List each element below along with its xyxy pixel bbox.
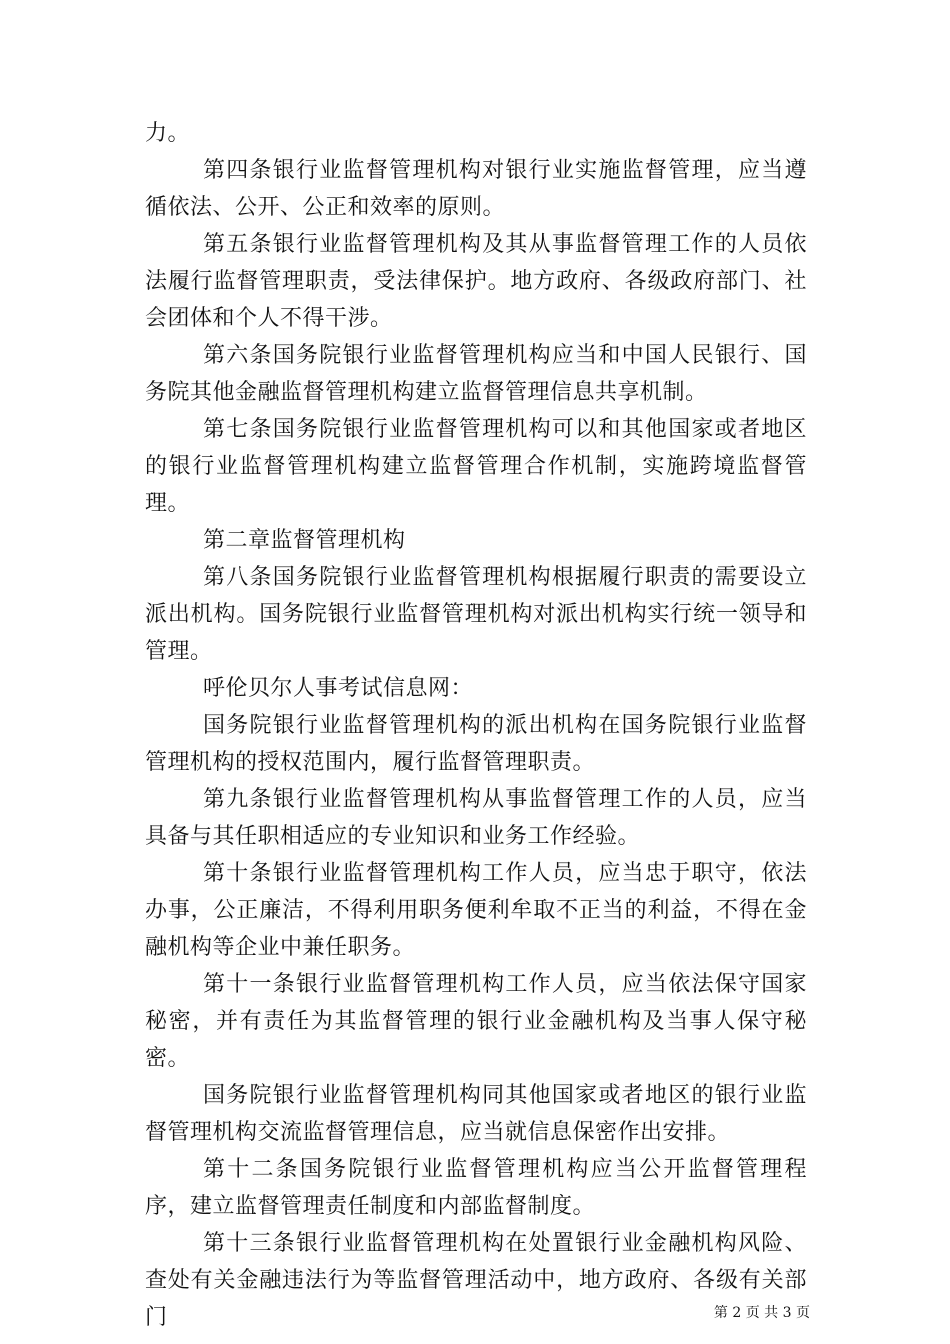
paragraph-article-5: 第五条银行业监督管理机构及其从事监督管理工作的人员依法履行监督管理职责，受法律保护。地方政府、各级政府部门、社会团体和个人不得干涉。: [145, 232, 807, 331]
paragraph-info-exchange: 国务院银行业监督管理机构同其他国家或者地区的银行业监督管理机构交流监督管理信息，应当就信息保密作出安排。: [145, 1083, 807, 1145]
paragraph-article-12: 第十二条国务院银行业监督管理机构应当公开监督管理程序，建立监督管理责任制度和内部监督制度。: [145, 1157, 807, 1219]
paragraph-article-10: 第十条银行业监督管理机构工作人员，应当忠于职守，依法办事，公正廉洁，不得利用职务便利牟取不正当的利益，不得在金融机构等企业中兼任职务。: [145, 861, 807, 960]
page-number: 第 2 页 共 3 页: [713, 1305, 810, 1321]
paragraph-article-13: 第十三条银行业监督管理机构在处置银行业金融机构风险、查处有关金融违法行为等监督管理活动中，地方政府、各级有关部门: [145, 1231, 807, 1330]
paragraph-article-8: 第八条国务院银行业监督管理机构根据履行职责的需要设立派出机构。国务院银行业监督管理机构对派出机构实行统一领导和管理。: [145, 565, 807, 664]
paragraph-article-6: 第六条国务院银行业监督管理机构应当和中国人民银行、国务院其他金融监督管理机构建立监督管理信息共享机制。: [145, 343, 807, 405]
paragraph-dispatched-agency: 国务院银行业监督管理机构的派出机构在国务院银行业监督管理机构的授权范围内，履行监督管理职责。: [145, 713, 807, 775]
chapter-heading: 第二章监督管理机构: [203, 528, 406, 553]
paragraph-article-9: 第九条银行业监督管理机构从事监督管理工作的人员，应当具备与其任职相适应的专业知识和业务工作经验。: [145, 787, 807, 849]
paragraph-continuation: 力。: [145, 121, 191, 146]
document-body: [145, 115, 807, 1336]
paragraph-article-11: 第十一条银行业监督管理机构工作人员，应当依法保守国家秘密，并有责任为其监督管理的银行业金融机构及当事人保守秘密。: [145, 972, 807, 1071]
paragraph-article-4: 第四条银行业监督管理机构对银行业实施监督管理，应当遵循依法、公开、公正和效率的原则。: [145, 158, 807, 220]
paragraph-article-7: 第七条国务院银行业监督管理机构可以和其他国家或者地区的银行业监督管理机构建立监督管理合作机制，实施跨境监督管理。: [145, 417, 807, 516]
paragraph-source-note: 呼伦贝尔人事考试信息网：: [203, 676, 474, 701]
